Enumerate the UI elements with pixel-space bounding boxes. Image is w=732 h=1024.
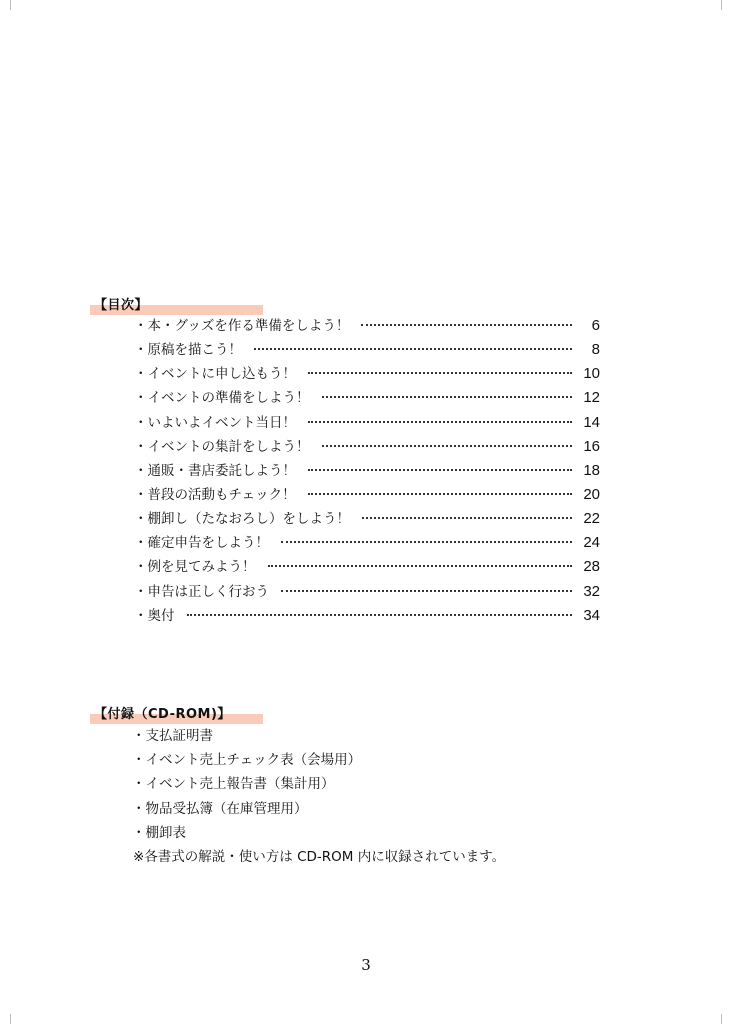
appendix-note: ※各書式の解説・使い方は CD-ROM 内に収録されています。 (133, 849, 506, 865)
appendix-item: ・棚卸表 (132, 824, 186, 841)
toc-item-title: ・いよいよイベント当日！ (134, 414, 296, 431)
toc-item[interactable] (134, 507, 600, 531)
appendix-item: ・物品受払簿（在庫管理用） (132, 800, 308, 817)
toc-leader (362, 517, 572, 519)
toc-item[interactable] (134, 386, 600, 410)
toc-item-page: 32 (583, 582, 600, 600)
toc-item-title: ・イベントに申し込もう！ (134, 366, 296, 383)
toc-leader (308, 421, 572, 423)
toc-item[interactable] (134, 580, 600, 604)
toc-item[interactable] (134, 604, 600, 628)
crop-mark-bottom-right (721, 1014, 732, 1024)
toc-item-page: 28 (583, 558, 600, 576)
toc-item-title: ・原稿を描こう！ (134, 342, 242, 359)
crop-mark-top-right (721, 0, 732, 10)
toc-heading (90, 293, 263, 315)
toc-leader (281, 590, 572, 592)
toc-item-title: ・申告は正しく行おう (134, 583, 269, 600)
toc-item-title: ・イベントの集計をしよう！ (134, 438, 310, 455)
toc-item-title: ・イベントの準備をしよう！ (134, 390, 310, 407)
toc-item[interactable] (134, 531, 600, 555)
appendix-list (132, 724, 361, 845)
toc-leader (322, 445, 573, 447)
toc-leader (322, 396, 573, 398)
toc-item-page: 22 (583, 510, 600, 528)
toc-item-title: ・棚卸し（たなおろし）をしよう！ (134, 511, 350, 528)
toc-item-page: 6 (591, 317, 600, 334)
toc-item-title: ・確定申告をしよう！ (134, 535, 269, 552)
appendix-heading-label: 【付録（CD-ROM)】 (94, 707, 231, 722)
appendix-item: ・支払証明書 (132, 728, 213, 744)
toc-item-page: 20 (583, 485, 600, 503)
toc-item-title: ・例を見てみよう！ (134, 559, 256, 576)
toc-leader (308, 372, 572, 374)
toc-item[interactable] (134, 459, 600, 483)
toc-leader (308, 469, 572, 471)
toc-item-page: 24 (583, 534, 600, 552)
toc-heading-label: 【目次】 (94, 298, 149, 313)
toc-item[interactable] (134, 362, 600, 386)
toc-leader (268, 565, 573, 567)
toc-item[interactable] (134, 314, 600, 338)
crop-mark-top-left (0, 0, 11, 10)
toc-leader (254, 348, 572, 350)
appendix-item: ・イベント売上チェック表（会場用） (132, 752, 362, 769)
toc-leader (281, 541, 572, 543)
toc-item[interactable] (134, 483, 600, 507)
toc-item-title: ・普段の活動もチェック！ (134, 486, 296, 503)
toc-item[interactable] (134, 411, 600, 435)
toc-item[interactable] (134, 338, 600, 362)
toc-item-page: 8 (591, 341, 600, 359)
appendix-heading (90, 702, 263, 724)
toc-item[interactable] (134, 555, 600, 579)
toc-item-page: 16 (583, 437, 600, 455)
toc-leader (187, 614, 573, 616)
toc-item-page: 14 (583, 413, 600, 431)
toc-item-page: 18 (583, 461, 600, 479)
toc-item-page: 12 (583, 389, 600, 407)
toc-item-page: 10 (583, 365, 600, 383)
toc-leader (361, 324, 572, 326)
toc-leader (308, 493, 572, 495)
toc-item-title: ・本・グッズを作る準備をしよう！ (134, 318, 350, 334)
toc-item-page: 34 (583, 606, 600, 624)
toc-item[interactable] (134, 435, 600, 459)
toc-item-title: ・通販・書店委託しよう！ (134, 462, 296, 479)
page-number: 3 (361, 956, 371, 974)
toc-list (134, 314, 600, 628)
toc-item-title: ・奥付 (134, 607, 175, 624)
appendix-item: ・イベント売上報告書（集計用） (132, 776, 335, 793)
crop-mark-bottom-left (0, 1014, 11, 1024)
